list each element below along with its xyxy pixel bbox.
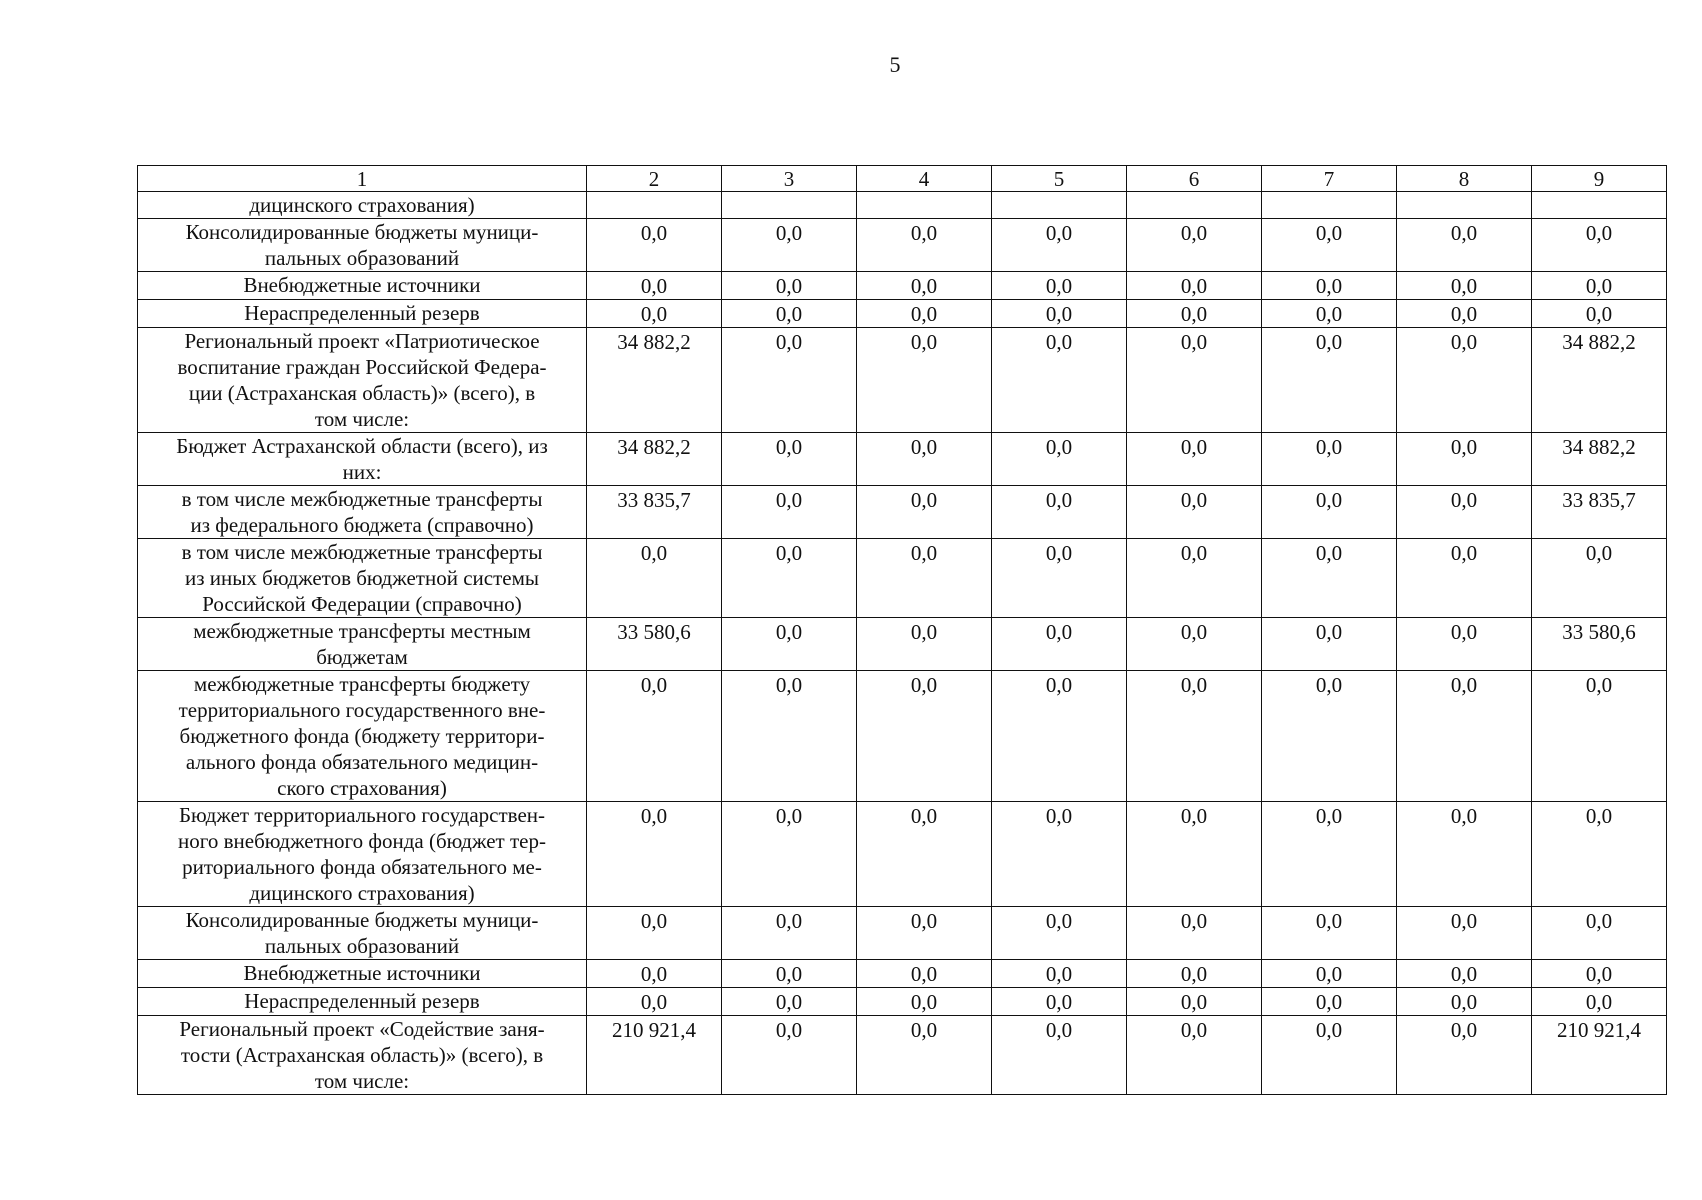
value-cell: 0,0: [1532, 907, 1667, 960]
row-label-cell: Бюджет территориального государствен- ного внебюджетного фонда (бюджет тер- риториального фонда обязательного ме- дицинского страхования): [138, 802, 587, 907]
value-cell: 34 882,2: [587, 433, 722, 486]
table-row: [138, 300, 1667, 328]
table-row: [138, 192, 1667, 219]
row-label-cell: Региональный проект «Патриотическое воспитание граждан Российской Федера- ции (Астраханская область)» (всего), в том числе:: [138, 328, 587, 433]
column-number-cell: 7: [1262, 166, 1397, 192]
table-row: [138, 328, 1667, 433]
value-cell: 0,0: [1532, 988, 1667, 1016]
value-cell: 0,0: [1127, 907, 1262, 960]
table-row: [138, 618, 1667, 671]
value-cell: [1262, 192, 1397, 219]
column-number-cell: 6: [1127, 166, 1262, 192]
value-cell: [857, 192, 992, 219]
value-cell: 0,0: [722, 328, 857, 433]
value-cell: 33 580,6: [1532, 618, 1667, 671]
value-cell: [1127, 192, 1262, 219]
column-number-cell: 3: [722, 166, 857, 192]
value-cell: 33 835,7: [587, 486, 722, 539]
value-cell: 0,0: [1397, 433, 1532, 486]
value-cell: 0,0: [722, 219, 857, 272]
value-cell: 0,0: [1127, 272, 1262, 300]
value-cell: 0,0: [1127, 539, 1262, 618]
value-cell: 0,0: [722, 618, 857, 671]
value-cell: 0,0: [992, 988, 1127, 1016]
value-cell: 0,0: [992, 219, 1127, 272]
value-cell: 0,0: [1397, 960, 1532, 988]
value-cell: 0,0: [1127, 960, 1262, 988]
value-cell: 0,0: [992, 960, 1127, 988]
value-cell: 34 882,2: [587, 328, 722, 433]
value-cell: 0,0: [722, 272, 857, 300]
value-cell: 0,0: [857, 539, 992, 618]
row-label-cell: Бюджет Астраханской области (всего), из них:: [138, 433, 587, 486]
value-cell: 0,0: [587, 671, 722, 802]
value-cell: 0,0: [992, 539, 1127, 618]
value-cell: 0,0: [1127, 1016, 1262, 1095]
value-cell: 0,0: [1397, 539, 1532, 618]
value-cell: 34 882,2: [1532, 433, 1667, 486]
table-row: [138, 219, 1667, 272]
value-cell: 0,0: [1397, 328, 1532, 433]
table-row: [138, 486, 1667, 539]
table-row: [138, 539, 1667, 618]
page-number: 5: [889, 52, 901, 77]
value-cell: 0,0: [857, 618, 992, 671]
value-cell: 0,0: [992, 1016, 1127, 1095]
value-cell: 0,0: [1262, 907, 1397, 960]
value-cell: 210 921,4: [587, 1016, 722, 1095]
value-cell: 0,0: [722, 988, 857, 1016]
value-cell: 0,0: [1262, 802, 1397, 907]
column-number-cell: 9: [1532, 166, 1667, 192]
value-cell: 0,0: [1127, 671, 1262, 802]
value-cell: 0,0: [587, 907, 722, 960]
value-cell: 0,0: [992, 671, 1127, 802]
value-cell: 0,0: [722, 486, 857, 539]
row-label-cell: Внебюджетные источники: [138, 272, 587, 300]
value-cell: 0,0: [1532, 539, 1667, 618]
budget-table-body: [138, 166, 1667, 1095]
row-label-cell: Нераспределенный резерв: [138, 988, 587, 1016]
value-cell: 0,0: [587, 300, 722, 328]
value-cell: 0,0: [1127, 433, 1262, 486]
row-label-cell: межбюджетные трансферты местным бюджетам: [138, 618, 587, 671]
value-cell: 0,0: [1262, 618, 1397, 671]
value-cell: 34 882,2: [1532, 328, 1667, 433]
value-cell: 0,0: [1397, 671, 1532, 802]
value-cell: 0,0: [1262, 671, 1397, 802]
value-cell: [992, 192, 1127, 219]
table-row: [138, 272, 1667, 300]
value-cell: 0,0: [1397, 219, 1532, 272]
value-cell: 0,0: [1127, 328, 1262, 433]
value-cell: 0,0: [587, 272, 722, 300]
row-label-cell: дицинского страхования): [138, 192, 587, 219]
value-cell: 0,0: [1262, 300, 1397, 328]
value-cell: 0,0: [992, 300, 1127, 328]
value-cell: 0,0: [857, 433, 992, 486]
value-cell: 0,0: [1532, 671, 1667, 802]
value-cell: 0,0: [1262, 960, 1397, 988]
table-row: [138, 907, 1667, 960]
value-cell: 0,0: [1127, 618, 1262, 671]
value-cell: 0,0: [1397, 907, 1532, 960]
table-row: [138, 1016, 1667, 1095]
column-number-cell: 1: [138, 166, 587, 192]
value-cell: 0,0: [1262, 219, 1397, 272]
value-cell: 0,0: [1397, 486, 1532, 539]
value-cell: 0,0: [722, 907, 857, 960]
value-cell: 0,0: [857, 328, 992, 433]
value-cell: 0,0: [587, 988, 722, 1016]
value-cell: 0,0: [1397, 272, 1532, 300]
value-cell: 0,0: [1262, 1016, 1397, 1095]
value-cell: 0,0: [1532, 300, 1667, 328]
value-cell: 0,0: [1397, 300, 1532, 328]
value-cell: [1397, 192, 1532, 219]
value-cell: 0,0: [857, 300, 992, 328]
value-cell: 0,0: [722, 960, 857, 988]
value-cell: 0,0: [1127, 486, 1262, 539]
value-cell: 0,0: [857, 486, 992, 539]
value-cell: 0,0: [587, 802, 722, 907]
row-label-cell: Региональный проект «Содействие заня- тости (Астраханская область)» (всего), в том числе:: [138, 1016, 587, 1095]
column-number-cell: 5: [992, 166, 1127, 192]
value-cell: 0,0: [1397, 988, 1532, 1016]
value-cell: 33 835,7: [1532, 486, 1667, 539]
row-label-cell: Нераспределенный резерв: [138, 300, 587, 328]
budget-table-container: [137, 165, 1667, 1095]
value-cell: 0,0: [722, 671, 857, 802]
value-cell: 0,0: [1532, 960, 1667, 988]
table-header-row: [138, 166, 1667, 192]
column-number-cell: 4: [857, 166, 992, 192]
value-cell: 0,0: [992, 907, 1127, 960]
value-cell: 0,0: [1127, 802, 1262, 907]
value-cell: 0,0: [1127, 988, 1262, 1016]
row-label-cell: Консолидированные бюджеты муници- пальных образований: [138, 219, 587, 272]
table-row: [138, 671, 1667, 802]
value-cell: 0,0: [1397, 618, 1532, 671]
value-cell: 33 580,6: [587, 618, 722, 671]
value-cell: 0,0: [992, 486, 1127, 539]
value-cell: [722, 192, 857, 219]
table-row: [138, 960, 1667, 988]
column-number-cell: 8: [1397, 166, 1532, 192]
row-label-cell: межбюджетные трансферты бюджету территориального государственного вне- бюджетного фонда (бюджету территори- ального фонда обязательного медицин- ского страхования): [138, 671, 587, 802]
value-cell: 0,0: [857, 1016, 992, 1095]
value-cell: 0,0: [1262, 272, 1397, 300]
table-row: [138, 433, 1667, 486]
value-cell: 0,0: [857, 907, 992, 960]
value-cell: 0,0: [857, 988, 992, 1016]
value-cell: 0,0: [857, 272, 992, 300]
row-label-cell: Консолидированные бюджеты муници- пальных образований: [138, 907, 587, 960]
value-cell: 0,0: [1127, 219, 1262, 272]
value-cell: 0,0: [1262, 328, 1397, 433]
value-cell: 0,0: [722, 433, 857, 486]
value-cell: 0,0: [1532, 219, 1667, 272]
value-cell: 0,0: [1262, 988, 1397, 1016]
value-cell: 0,0: [1262, 433, 1397, 486]
value-cell: 0,0: [992, 802, 1127, 907]
value-cell: 0,0: [857, 671, 992, 802]
value-cell: 0,0: [1262, 486, 1397, 539]
row-label-cell: в том числе межбюджетные трансферты из федерального бюджета (справочно): [138, 486, 587, 539]
value-cell: 0,0: [587, 219, 722, 272]
value-cell: 0,0: [992, 618, 1127, 671]
value-cell: 0,0: [722, 802, 857, 907]
value-cell: 0,0: [1262, 539, 1397, 618]
value-cell: 0,0: [1532, 802, 1667, 907]
value-cell: 0,0: [1397, 802, 1532, 907]
value-cell: 0,0: [587, 539, 722, 618]
value-cell: 0,0: [992, 328, 1127, 433]
column-number-cell: 2: [587, 166, 722, 192]
value-cell: 210 921,4: [1532, 1016, 1667, 1095]
value-cell: 0,0: [992, 272, 1127, 300]
value-cell: 0,0: [1127, 300, 1262, 328]
value-cell: 0,0: [722, 1016, 857, 1095]
value-cell: [1532, 192, 1667, 219]
value-cell: 0,0: [857, 219, 992, 272]
table-row: [138, 988, 1667, 1016]
row-label-cell: Внебюджетные источники: [138, 960, 587, 988]
value-cell: 0,0: [722, 300, 857, 328]
value-cell: 0,0: [1532, 272, 1667, 300]
value-cell: 0,0: [992, 433, 1127, 486]
budget-table: [137, 165, 1667, 1095]
row-label-cell: в том числе межбюджетные трансферты из иных бюджетов бюджетной системы Российской Федерации (справочно): [138, 539, 587, 618]
value-cell: 0,0: [857, 802, 992, 907]
value-cell: 0,0: [857, 960, 992, 988]
table-row: [138, 802, 1667, 907]
value-cell: 0,0: [722, 539, 857, 618]
value-cell: [587, 192, 722, 219]
value-cell: 0,0: [587, 960, 722, 988]
value-cell: 0,0: [1397, 1016, 1532, 1095]
